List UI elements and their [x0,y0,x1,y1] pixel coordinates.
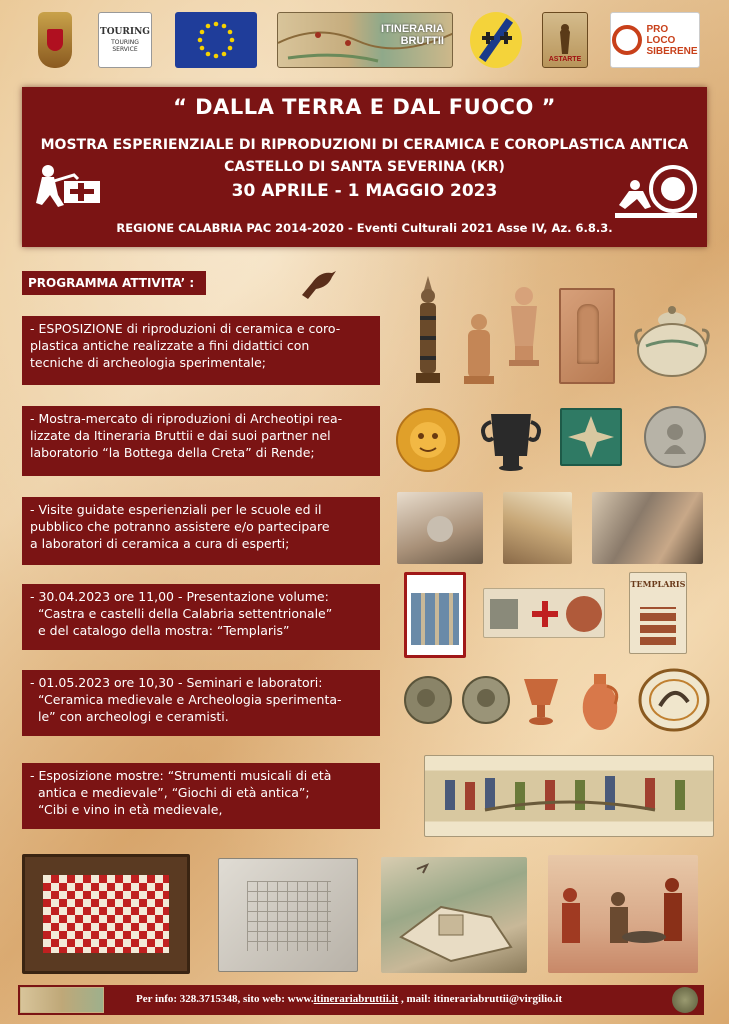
terracotta-jug-image [577,672,623,732]
proloco-line3: SIBERENE [646,45,698,57]
potter-figure-icon [34,161,104,213]
potter-wheel-figure-icon [615,163,697,221]
eu-flag-logo [175,12,257,68]
event-title: “ DALLA TERRA E DAL FUOCO ” [173,95,556,119]
footer-map-logo [20,987,104,1013]
activity-line: - Esposizione mostre: “Strumenti musicali di età [30,768,332,783]
title-banner [22,87,707,247]
workshop-photo-3 [592,492,703,564]
astarte-logo [542,12,588,68]
checkerboard [43,875,169,953]
activity-line: - 01.05.2023 ore 10,30 - Seminari e laboratori: [30,675,323,690]
comune-coat-of-arms-logo [38,12,72,68]
standing-figurine-image [503,284,545,368]
activity-book-presentation [22,584,380,650]
eu-stars-icon [186,16,246,64]
workshop-photo-2 [503,492,572,564]
activity-line: tecniche di archeologia sperimentale; [30,355,266,370]
activity-line: pubblico che potranno assistere e/o partecipare [30,519,330,534]
decorated-plate-image [638,668,710,732]
activity-exhibitions [22,763,380,829]
medusa-plate-image [396,408,460,472]
website-link[interactable]: itinerariabruttii.it [313,993,399,1005]
seated-figurine-image [460,312,498,386]
activity-guided-visits [22,497,380,565]
activity-line: - ESPOSIZIONE di riproduzioni di ceramica e coro- [30,321,341,336]
castle-drawing [381,857,527,973]
activity-line: le” con archeologi e ceramisti. [38,709,229,724]
activity-line: a laboratori di ceramica a cura di esperti; [30,536,290,551]
touring-service-logo [98,12,152,68]
proloco-line2: LOCO [646,34,676,46]
activity-line: - 30.04.2023 ore 11,00 - Presentazione volume: [30,589,329,604]
tapestry-scene [425,756,715,838]
proloco-siberene-logo [610,12,700,68]
roman-fresco-banquet-image [548,855,698,973]
stone-game-board-image [218,858,358,972]
relief-figure [577,304,599,364]
activity-line: “Cibi e vino in età medievale, [38,802,223,817]
proloco-line1: PRO [646,23,669,35]
activity-market [22,406,380,476]
black-kylix-cup-image [477,408,545,474]
contact-info [136,993,562,1005]
activity-line: laboratorio “la Bottega della Creta” di Rende; [30,445,315,460]
templar-seals-image [483,588,605,638]
activity-line: “Castra e castelli della Calabria settentrionale” [38,606,333,621]
chess-board-game-image [22,854,190,974]
book-cover-grid [411,593,459,645]
event-date: 30 APRILE - 1 MAGGIO 2023 [231,181,498,201]
bird-icon [298,265,338,301]
activity-seminars [22,670,380,736]
event-subtitle: MOSTRA ESPERIENZIALE DI RIPRODUZIONI DI CERAMICA E COROPLASTICA ANTICA [40,137,689,153]
program-label: PROGRAMMA ATTIVITA’ : [22,271,206,295]
cross-pattee-icon [562,410,620,464]
fresco-figures [548,855,698,973]
lidded-vessel-image [632,300,712,382]
footer-bar [18,985,704,1015]
itineraria-line1: ITINERARIA [381,23,444,35]
footer-coin-logo [672,987,698,1013]
templaris-title: TEMPLARIS [630,579,686,589]
itineraria-line2: BRUTTII [400,35,444,47]
pottery-wheel [427,516,453,542]
green-cross-tile-image [560,408,622,466]
relief-tile-image [559,288,615,384]
activity-line: “Ceramica medievale e Archeologia sperimenta- [38,692,342,707]
book-templaris-cover [629,572,687,654]
itineraria-logo-text [381,23,444,47]
templaris-cover-art [640,607,676,645]
activity-line: - Mostra-mercato di riproduzioni di Archeotipi rea- [30,411,343,426]
astarte-text: ASTARTE [548,56,582,63]
silver-coin-image [644,406,706,468]
book-castra-castelli-cover [404,572,466,658]
proloco-text [646,24,697,57]
contact-prefix: Per info: 328.3715348, sito web: www. [136,993,314,1005]
stone-grid [247,881,331,951]
itineraria-bruttii-map-logo [277,12,453,68]
bronze-coin-image-1 [404,676,452,724]
calabria-region-logo [470,12,522,68]
workshop-photo-1 [397,492,483,564]
touring-logo-text: TOURING [100,27,150,37]
contact-email[interactable]: , mail: itinerariabruttii@virgilio.it [398,993,563,1005]
activity-line: lizzate da Itineraria Bruttii e dai suoi partner nel [30,428,331,443]
bronze-coin-image-2 [462,676,510,724]
touring-service-text: TOURING SERVICE [111,39,139,53]
funding-line: REGIONE CALABRIA PAC 2014-2020 - Eventi Culturali 2021 Asse IV, Az. 6.8.3. [116,221,613,235]
calabria-crosses-icon [470,12,522,68]
astarte-figure-icon [550,22,580,56]
castle-illustration-image [381,857,527,973]
activity-line: - Visite guidate esperienziali per le scuole ed il [30,502,322,517]
activity-line: e del catalogo della mostra: “Templaris” [38,623,290,638]
proloco-circle-icon [612,25,642,55]
activity-line: plastica antiche realizzate a fini didattici con [30,338,310,353]
terracotta-goblet-image [522,677,560,727]
bayeux-tapestry-image [424,755,714,837]
activity-line: antica e medievale”, “Giochi di età antica”; [38,785,310,800]
templar-cross-seal-icon [484,589,606,639]
event-place: CASTELLO DI SANTA SEVERINA (KR) [224,159,505,175]
activity-exhibition [22,316,380,385]
warrior-statue-image [408,276,448,388]
